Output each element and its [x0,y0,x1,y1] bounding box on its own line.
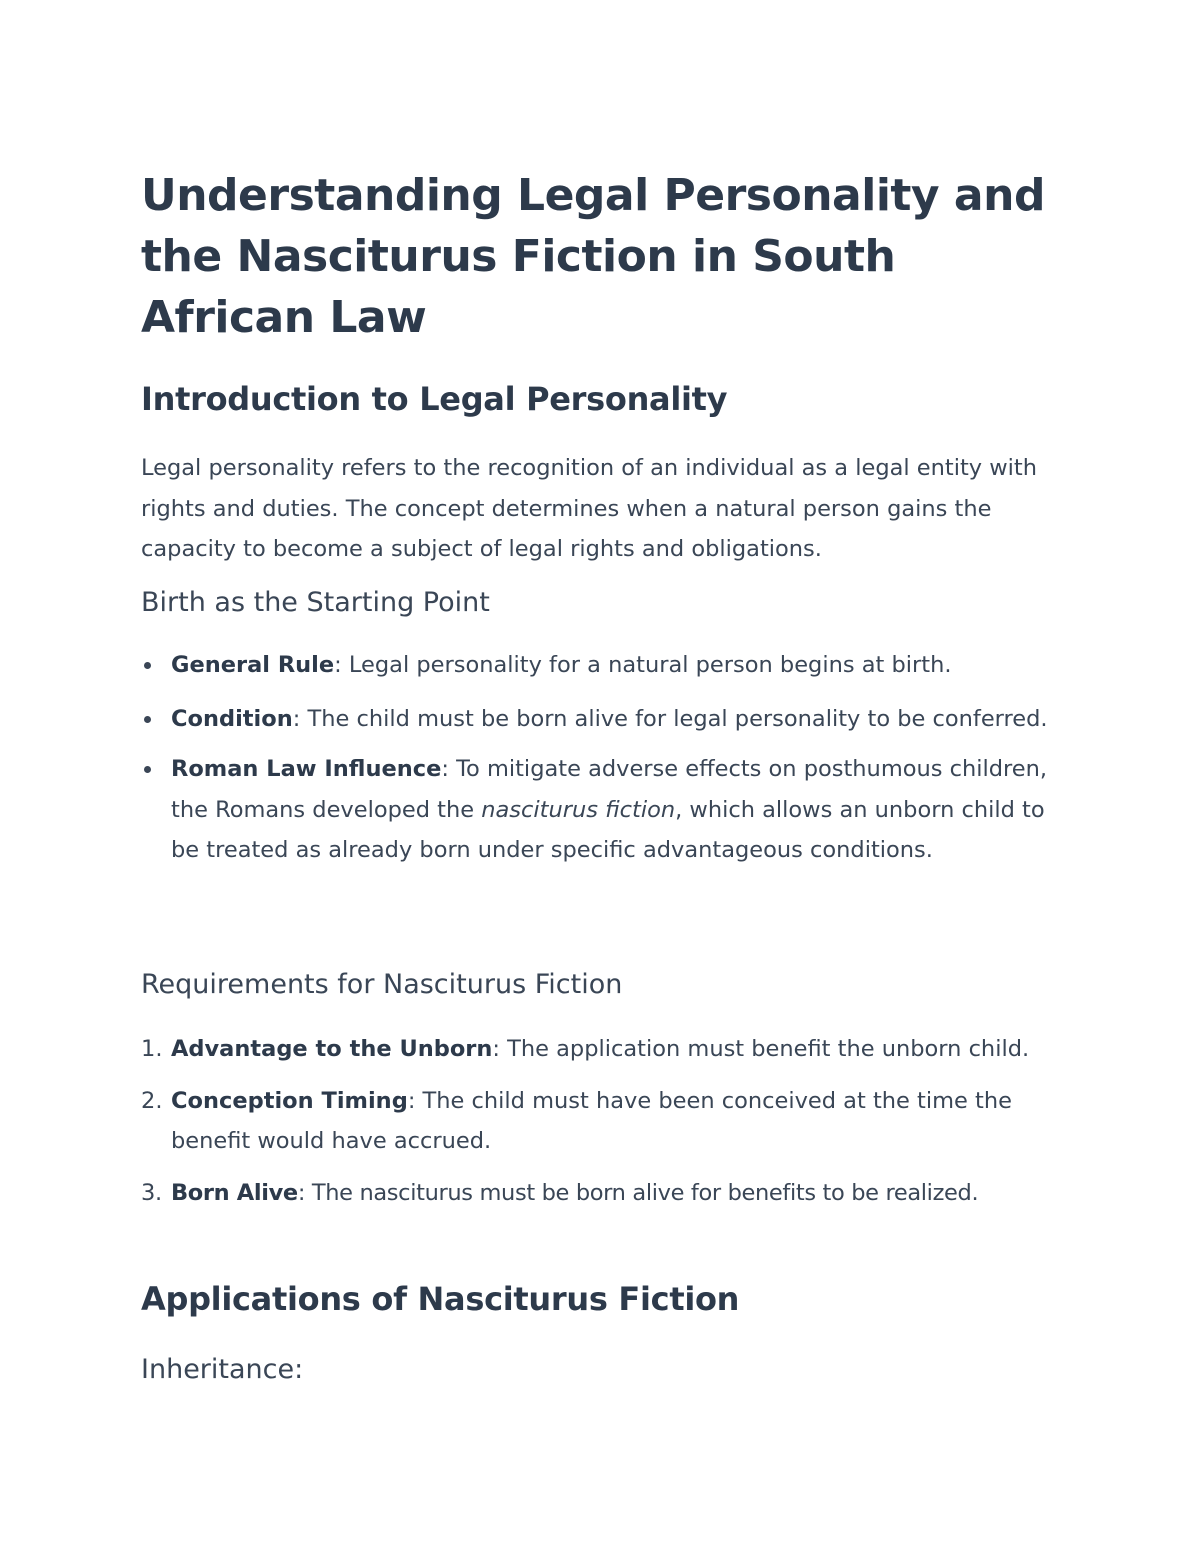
list-item [141,1081,1071,1162]
list-item-number: 2. [141,1087,163,1114]
requirements-heading: Requirements for Nasciturus Fiction [141,969,623,1000]
list-item-text: : The nasciturus must be born alive for benefits to be realized. [297,1179,979,1206]
requirements-list [141,1029,1071,1213]
list-item-number: 1. [141,1036,163,1062]
intro-heading: Introduction to Legal Personality [141,380,728,418]
list-item-term: Born Alive [171,1179,298,1206]
list-item-text: : To mitigate adverse effects on posthumous children, the Romans developed the [171,756,1048,823]
list-item-term: Advantage to the Unborn [171,1036,493,1062]
birth-heading: Birth as the Starting Point [141,587,490,618]
list-item-emphasis: nasciturus fiction [481,796,676,823]
list-item-text: : The application must benefit the unborn child. [492,1036,1030,1062]
list-item [141,1029,1071,1070]
list-item [141,645,1071,686]
list-item [141,1173,1071,1214]
list-item [141,749,1071,871]
list-item-text: : The child must have been conceived at the time the benefit would have accrued. [171,1087,1012,1154]
list-item-term: General Rule [171,652,335,678]
intro-paragraph: Legal personality refers to the recognition of an individual as a legal entity with rights and duties. The concept determines when a natural person gains the capacity to become a subject of legal rights and obligations. [141,455,1038,562]
applications-heading: Applications of Nasciturus Fiction [141,1280,740,1318]
list-item-term: Condition [171,705,293,732]
list-item-text: : The child must be born alive for legal personality to be conferred. [292,705,1048,732]
list-item-term: Conception Timing [171,1087,408,1114]
list-item-number: 3. [141,1179,162,1206]
list-item-text: , which allows an unborn child to be treated as already born under specific advantageous conditions. [171,796,1045,863]
list-item-text: : Legal personality for a natural person begins at birth. [334,652,952,678]
list-item [141,699,1071,740]
inheritance-heading: Inheritance: [141,1354,304,1385]
document-title: Understanding Legal Personality and the Nasciturus Fiction in South African Law [141,170,1045,343]
birth-list [141,645,1071,871]
list-item-term: Roman Law Influence [171,756,442,782]
